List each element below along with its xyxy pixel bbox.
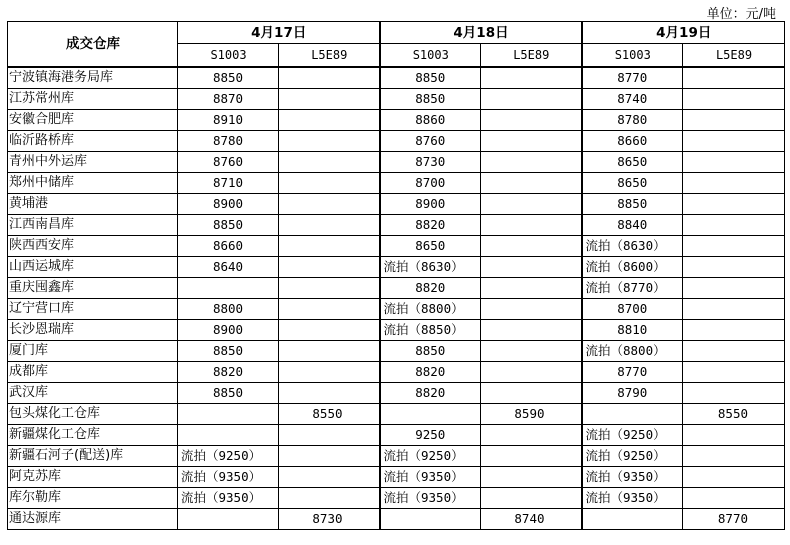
price-cell-l5e89: [683, 110, 785, 131]
price-cell-l5e89: [683, 215, 785, 236]
price-cell-l5e89: [481, 467, 582, 488]
table-row: [8, 215, 785, 236]
price-cell-l5e89: [481, 299, 582, 320]
price-cell-s1003: 8650: [582, 152, 683, 173]
price-cell-l5e89: [481, 320, 582, 341]
table-row: [8, 488, 785, 509]
price-cell-s1003: 8650: [380, 236, 481, 257]
table-row: [8, 362, 785, 383]
warehouse-name: 青州中外运库: [8, 152, 178, 173]
table-row: [8, 89, 785, 110]
price-cell-l5e89: [481, 341, 582, 362]
price-cell-l5e89: 8590: [481, 404, 582, 425]
price-cell-l5e89: [481, 110, 582, 131]
price-cell-s1003: 8820: [380, 383, 481, 404]
price-cell-s1003: 8900: [380, 194, 481, 215]
price-cell-s1003: 8730: [380, 152, 481, 173]
price-cell-s1003: 流拍（8600）: [582, 257, 683, 278]
price-cell-s1003: 8650: [582, 173, 683, 194]
product-header: L5E89: [279, 44, 380, 67]
price-cell-l5e89: [279, 299, 380, 320]
price-cell-s1003: 8760: [380, 131, 481, 152]
price-cell-l5e89: [481, 278, 582, 299]
table-row: [8, 131, 785, 152]
price-cell-s1003: 8790: [582, 383, 683, 404]
table-row: [8, 320, 785, 341]
price-cell-s1003: 8850: [178, 215, 279, 236]
price-cell-l5e89: [683, 446, 785, 467]
price-cell-s1003: 8910: [178, 110, 279, 131]
price-cell-s1003: 流拍（8630）: [582, 236, 683, 257]
price-cell-l5e89: [683, 173, 785, 194]
price-cell-l5e89: [683, 236, 785, 257]
date-header: 4月19日: [582, 22, 785, 44]
price-cell-l5e89: [683, 257, 785, 278]
price-cell-l5e89: [683, 67, 785, 89]
price-cell-l5e89: [683, 362, 785, 383]
table-row: [8, 152, 785, 173]
warehouse-name: 陕西西安库: [8, 236, 178, 257]
table-row: [8, 404, 785, 425]
price-cell-l5e89: [279, 194, 380, 215]
warehouse-name: 重庆囤鑫库: [8, 278, 178, 299]
product-header: L5E89: [683, 44, 785, 67]
price-cell-s1003: [178, 404, 279, 425]
price-cell-s1003: [582, 404, 683, 425]
product-header: S1003: [380, 44, 481, 67]
header-row-dates: [8, 22, 785, 44]
price-cell-s1003: 流拍（8770）: [582, 278, 683, 299]
price-cell-s1003: 9250: [380, 425, 481, 446]
warehouse-name: 厦门库: [8, 341, 178, 362]
price-cell-s1003: [178, 509, 279, 530]
product-header: S1003: [178, 44, 279, 67]
price-cell-s1003: 8850: [178, 383, 279, 404]
table-row: [8, 446, 785, 467]
warehouse-name: 通达源库: [8, 509, 178, 530]
price-cell-s1003: 8850: [178, 341, 279, 362]
price-cell-s1003: [380, 509, 481, 530]
date-header: 4月17日: [178, 22, 380, 44]
price-cell-s1003: 8850: [380, 341, 481, 362]
price-cell-s1003: 8820: [178, 362, 279, 383]
warehouse-name: 黄埔港: [8, 194, 178, 215]
warehouse-name: 山西运城库: [8, 257, 178, 278]
price-cell-s1003: 8820: [380, 215, 481, 236]
warehouse-name: 武汉库: [8, 383, 178, 404]
warehouse-name: 包头煤化工仓库: [8, 404, 178, 425]
warehouse-name: 阿克苏库: [8, 467, 178, 488]
price-cell-l5e89: [481, 257, 582, 278]
price-cell-s1003: 流拍（9350）: [380, 467, 481, 488]
table-row: [8, 278, 785, 299]
price-cell-s1003: 8820: [380, 278, 481, 299]
table-row: [8, 383, 785, 404]
price-cell-s1003: 8850: [380, 89, 481, 110]
warehouse-name: 江苏常州库: [8, 89, 178, 110]
price-cell-l5e89: [279, 362, 380, 383]
table-row: [8, 341, 785, 362]
price-cell-s1003: 8780: [582, 110, 683, 131]
price-cell-s1003: [178, 425, 279, 446]
price-cell-l5e89: [279, 320, 380, 341]
warehouse-name: 江西南昌库: [8, 215, 178, 236]
price-cell-s1003: 8860: [380, 110, 481, 131]
price-cell-s1003: 8770: [582, 362, 683, 383]
price-cell-s1003: 8900: [178, 194, 279, 215]
warehouse-name: 新疆石河子(配送)库: [8, 446, 178, 467]
product-header: L5E89: [481, 44, 582, 67]
price-cell-l5e89: [279, 110, 380, 131]
price-cell-l5e89: [279, 152, 380, 173]
table-row: [8, 173, 785, 194]
price-cell-l5e89: [481, 89, 582, 110]
price-cell-l5e89: [279, 425, 380, 446]
price-cell-l5e89: [683, 299, 785, 320]
price-cell-s1003: 8760: [178, 152, 279, 173]
price-cell-s1003: 8660: [178, 236, 279, 257]
price-cell-l5e89: [279, 173, 380, 194]
price-cell-l5e89: [481, 425, 582, 446]
price-cell-s1003: 8870: [178, 89, 279, 110]
warehouse-name: 辽宁营口库: [8, 299, 178, 320]
price-cell-l5e89: 8730: [279, 509, 380, 530]
price-cell-l5e89: [279, 278, 380, 299]
price-cell-l5e89: [683, 89, 785, 110]
price-cell-l5e89: [279, 488, 380, 509]
price-cell-s1003: 8850: [582, 194, 683, 215]
price-cell-l5e89: [279, 341, 380, 362]
price-cell-s1003: [178, 278, 279, 299]
warehouse-name: 成都库: [8, 362, 178, 383]
price-cell-l5e89: [683, 152, 785, 173]
price-cell-l5e89: [481, 152, 582, 173]
price-cell-s1003: 8740: [582, 89, 683, 110]
table-row: [8, 194, 785, 215]
price-cell-l5e89: 8550: [683, 404, 785, 425]
price-cell-s1003: 8850: [380, 67, 481, 89]
price-cell-l5e89: [481, 362, 582, 383]
price-cell-l5e89: [683, 467, 785, 488]
price-cell-s1003: 流拍（9350）: [178, 467, 279, 488]
price-cell-s1003: 流拍（8850）: [380, 320, 481, 341]
price-cell-l5e89: [683, 320, 785, 341]
price-cell-s1003: [380, 404, 481, 425]
price-cell-s1003: 流拍（9250）: [582, 446, 683, 467]
unit-label: 单位：元/吨: [706, 7, 776, 22]
price-cell-l5e89: [683, 278, 785, 299]
warehouse-header: 成交仓库: [8, 22, 178, 68]
date-header: 4月18日: [380, 22, 582, 44]
table-row: [8, 425, 785, 446]
price-cell-s1003: 8840: [582, 215, 683, 236]
price-cell-s1003: 流拍（9350）: [380, 488, 481, 509]
price-cell-l5e89: [481, 173, 582, 194]
table-row: [8, 67, 785, 89]
table-row: [8, 236, 785, 257]
price-cell-l5e89: [683, 131, 785, 152]
warehouse-name: 临沂路桥库: [8, 131, 178, 152]
price-cell-s1003: 流拍（9350）: [178, 488, 279, 509]
price-cell-l5e89: [683, 341, 785, 362]
price-cell-s1003: 流拍（8800）: [380, 299, 481, 320]
price-cell-l5e89: [279, 257, 380, 278]
price-cell-l5e89: [279, 236, 380, 257]
price-cell-l5e89: [279, 215, 380, 236]
price-cell-l5e89: [683, 488, 785, 509]
auction-price-table: [7, 21, 785, 530]
price-cell-l5e89: [481, 131, 582, 152]
table-row: [8, 299, 785, 320]
price-cell-l5e89: [279, 446, 380, 467]
warehouse-name: 新疆煤化工仓库: [8, 425, 178, 446]
table-row: [8, 110, 785, 131]
price-cell-l5e89: [683, 383, 785, 404]
warehouse-name: 宁波镇海港务局库: [8, 67, 178, 89]
price-cell-l5e89: [481, 488, 582, 509]
table-row: [8, 467, 785, 488]
price-cell-s1003: 8780: [178, 131, 279, 152]
price-cell-s1003: 流拍（8800）: [582, 341, 683, 362]
price-cell-s1003: 流拍（9250）: [178, 446, 279, 467]
table-row: [8, 257, 785, 278]
price-cell-s1003: 8770: [582, 67, 683, 89]
price-cell-s1003: [582, 509, 683, 530]
price-cell-l5e89: [481, 67, 582, 89]
price-cell-l5e89: [683, 194, 785, 215]
price-cell-s1003: 8640: [178, 257, 279, 278]
price-cell-s1003: 8700: [380, 173, 481, 194]
price-cell-l5e89: [481, 446, 582, 467]
price-cell-l5e89: [279, 67, 380, 89]
price-cell-s1003: 8810: [582, 320, 683, 341]
price-cell-l5e89: [481, 236, 582, 257]
price-cell-s1003: 流拍（8630）: [380, 257, 481, 278]
price-cell-l5e89: [279, 131, 380, 152]
price-cell-l5e89: [481, 194, 582, 215]
price-cell-s1003: 8710: [178, 173, 279, 194]
price-cell-s1003: 流拍（9250）: [380, 446, 481, 467]
price-cell-l5e89: [481, 383, 582, 404]
warehouse-name: 库尔勒库: [8, 488, 178, 509]
price-cell-l5e89: 8770: [683, 509, 785, 530]
price-cell-l5e89: 8550: [279, 404, 380, 425]
price-cell-s1003: 8850: [178, 67, 279, 89]
price-cell-s1003: 8800: [178, 299, 279, 320]
table-row: [8, 509, 785, 530]
price-cell-l5e89: [683, 425, 785, 446]
price-cell-l5e89: [279, 383, 380, 404]
price-cell-l5e89: [481, 215, 582, 236]
warehouse-name: 郑州中储库: [8, 173, 178, 194]
price-cell-l5e89: [279, 89, 380, 110]
price-cell-s1003: 8660: [582, 131, 683, 152]
price-cell-l5e89: 8740: [481, 509, 582, 530]
price-cell-s1003: 流拍（9250）: [582, 425, 683, 446]
warehouse-name: 长沙恩瑞库: [8, 320, 178, 341]
price-cell-s1003: 流拍（9350）: [582, 467, 683, 488]
price-cell-s1003: 8700: [582, 299, 683, 320]
price-cell-s1003: 8820: [380, 362, 481, 383]
price-cell-s1003: 8900: [178, 320, 279, 341]
warehouse-name: 安徽合肥库: [8, 110, 178, 131]
price-cell-s1003: 流拍（9350）: [582, 488, 683, 509]
product-header: S1003: [582, 44, 683, 67]
price-cell-l5e89: [279, 467, 380, 488]
